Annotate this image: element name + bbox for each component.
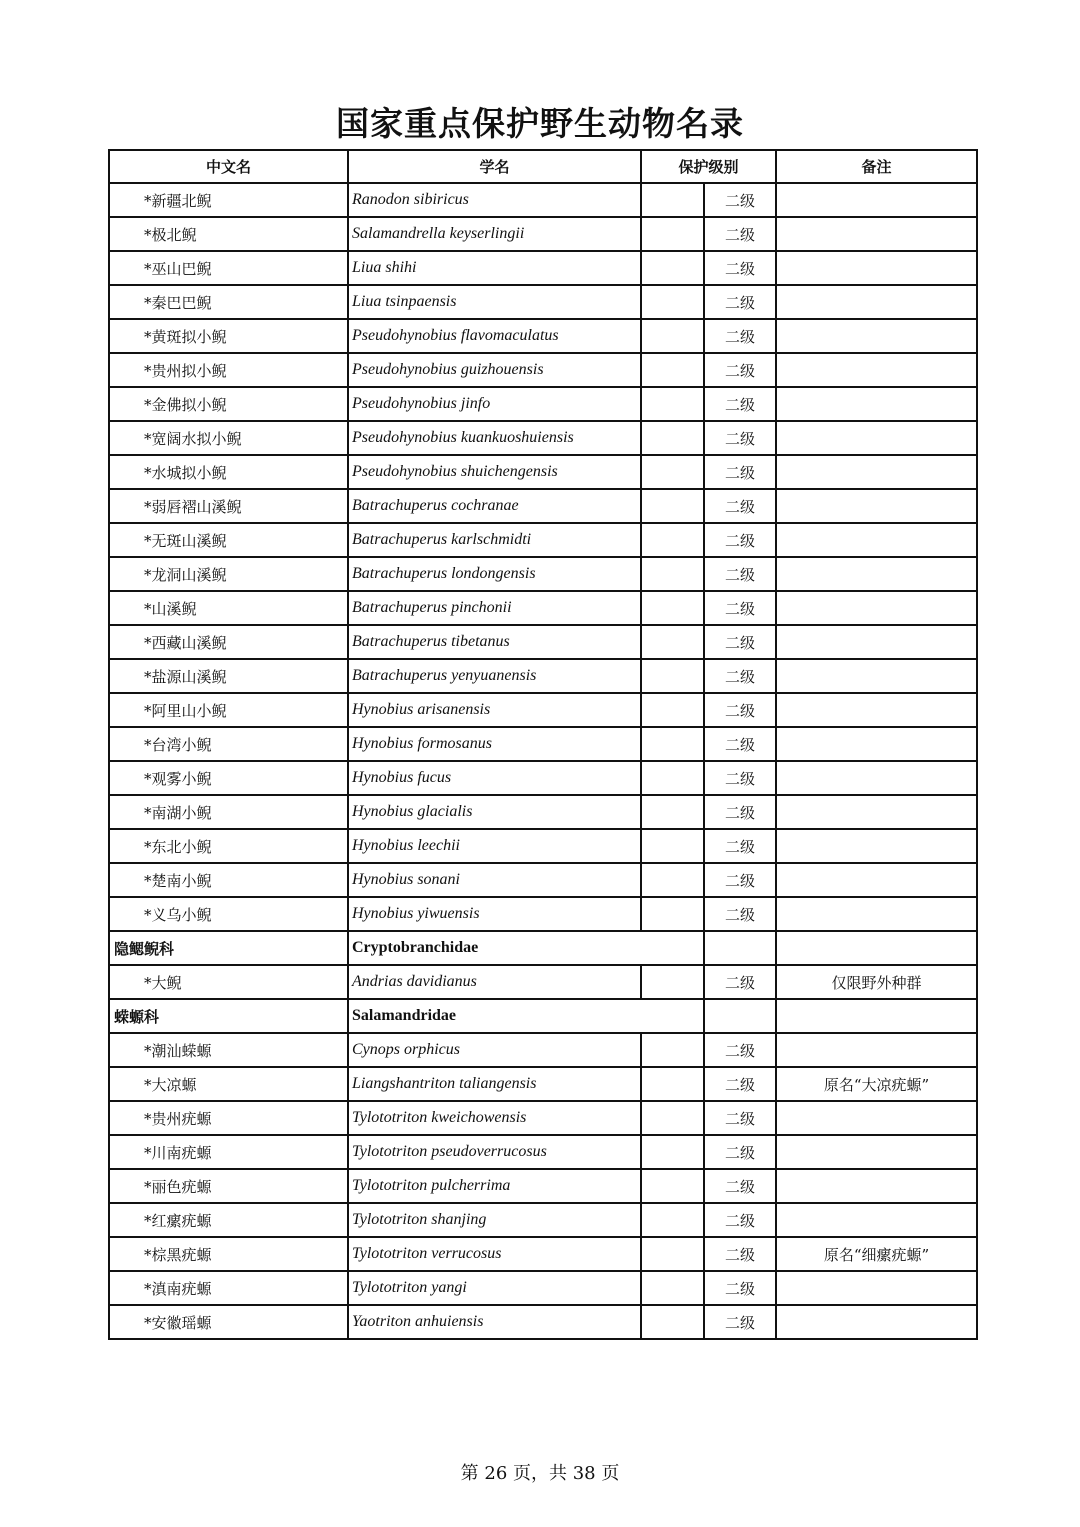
blank-cell (641, 183, 704, 217)
remarks-cell: 原名“细瘰疣螈” (776, 1237, 977, 1271)
scientific-name-cell: Salamandridae (348, 999, 704, 1033)
table-row (109, 1237, 977, 1271)
blank-cell (641, 319, 704, 353)
table-row (109, 557, 977, 591)
blank-cell (641, 1237, 704, 1271)
remarks-cell (776, 1135, 977, 1169)
scientific-name-cell: Tylototriton pseudoverrucosus (348, 1135, 641, 1169)
remarks-cell (776, 285, 977, 319)
protection-level-cell: 二级 (704, 421, 776, 455)
blank-cell (641, 455, 704, 489)
table-row (109, 319, 977, 353)
chinese-name-cell: *贵州拟小鲵 (109, 353, 348, 387)
header-chinese-name: 中文名 (109, 150, 348, 183)
chinese-name-cell: *大鲵 (109, 965, 348, 999)
scientific-name-cell: Tylototriton shanjing (348, 1203, 641, 1237)
chinese-name-cell: *无斑山溪鲵 (109, 523, 348, 557)
scientific-name-cell: Pseudohynobius flavomaculatus (348, 319, 641, 353)
remarks-cell: 仅限野外种群 (776, 965, 977, 999)
chinese-name-cell: *潮汕蝾螈 (109, 1033, 348, 1067)
blank-cell (641, 1203, 704, 1237)
scientific-name-cell: Batrachuperus cochranae (348, 489, 641, 523)
table-row (109, 897, 977, 931)
scientific-name-cell: Andrias davidianus (348, 965, 641, 999)
table-row (109, 863, 977, 897)
blank-cell (641, 829, 704, 863)
protection-level-cell: 二级 (704, 625, 776, 659)
scientific-name-cell: Tylototriton yangi (348, 1271, 641, 1305)
protection-level-cell: 二级 (704, 285, 776, 319)
header-protection-level: 保护级别 (641, 150, 776, 183)
protection-level-cell: 二级 (704, 795, 776, 829)
protection-level-cell: 二级 (704, 387, 776, 421)
chinese-name-cell: *新疆北鲵 (109, 183, 348, 217)
remarks-cell (776, 353, 977, 387)
blank-cell (641, 557, 704, 591)
remarks-cell (776, 693, 977, 727)
scientific-name-cell: Cynops orphicus (348, 1033, 641, 1067)
blank-cell (641, 285, 704, 319)
blank-cell (641, 1135, 704, 1169)
table-row (109, 795, 977, 829)
chinese-name-cell: *棕黑疣螈 (109, 1237, 348, 1271)
chinese-name-cell: *红瘰疣螈 (109, 1203, 348, 1237)
remarks-cell (776, 761, 977, 795)
protection-level-cell: 二级 (704, 1067, 776, 1101)
remarks-cell (776, 319, 977, 353)
scientific-name-cell: Yaotriton anhuiensis (348, 1305, 641, 1339)
remarks-cell (776, 455, 977, 489)
table-row (109, 1067, 977, 1101)
table-row (109, 489, 977, 523)
family-row (109, 931, 977, 965)
protection-level-cell: 二级 (704, 727, 776, 761)
table-row (109, 693, 977, 727)
protection-level-cell: 二级 (704, 897, 776, 931)
scientific-name-cell: Pseudohynobius jinfo (348, 387, 641, 421)
chinese-name-cell: *东北小鲵 (109, 829, 348, 863)
table-row (109, 591, 977, 625)
scientific-name-cell: Batrachuperus pinchonii (348, 591, 641, 625)
scientific-name-cell: Hynobius leechii (348, 829, 641, 863)
blank-cell (641, 591, 704, 625)
protection-level-cell: 二级 (704, 1135, 776, 1169)
blank-cell (641, 897, 704, 931)
protection-level-cell: 二级 (704, 251, 776, 285)
scientific-name-cell: Salamandrella keyserlingii (348, 217, 641, 251)
chinese-name-cell: *滇南疣螈 (109, 1271, 348, 1305)
chinese-name-cell: *阿里山小鲵 (109, 693, 348, 727)
scientific-name-cell: Liua tsinpaensis (348, 285, 641, 319)
protection-level-cell: 二级 (704, 1101, 776, 1135)
remarks-cell (776, 659, 977, 693)
protection-level-cell: 二级 (704, 829, 776, 863)
chinese-name-cell: *安徽瑶螈 (109, 1305, 348, 1339)
protection-level-cell: 二级 (704, 863, 776, 897)
table-row (109, 1101, 977, 1135)
protection-level-cell: 二级 (704, 1033, 776, 1067)
table-body (109, 183, 977, 1339)
protection-level-cell: 二级 (704, 659, 776, 693)
scientific-name-cell: Batrachuperus tibetanus (348, 625, 641, 659)
protection-level-cell: 二级 (704, 1203, 776, 1237)
remarks-cell: 原名“大凉疣螈” (776, 1067, 977, 1101)
table-row (109, 353, 977, 387)
remarks-cell (776, 523, 977, 557)
blank-cell (641, 1033, 704, 1067)
blank-cell (641, 625, 704, 659)
protection-level-cell (704, 999, 776, 1033)
chinese-name-cell: *巫山巴鲵 (109, 251, 348, 285)
remarks-cell (776, 387, 977, 421)
protection-level-cell: 二级 (704, 1305, 776, 1339)
chinese-name-cell: *义乌小鲵 (109, 897, 348, 931)
blank-cell (641, 965, 704, 999)
protection-level-cell: 二级 (704, 319, 776, 353)
protection-level-cell: 二级 (704, 1271, 776, 1305)
table-row (109, 727, 977, 761)
chinese-name-cell: *极北鲵 (109, 217, 348, 251)
blank-cell (641, 1169, 704, 1203)
protection-level-cell: 二级 (704, 455, 776, 489)
chinese-name-cell: 蝾螈科 (109, 999, 348, 1033)
blank-cell (641, 217, 704, 251)
scientific-name-cell: Pseudohynobius shuichengensis (348, 455, 641, 489)
protection-level-cell: 二级 (704, 523, 776, 557)
table-row (109, 1271, 977, 1305)
blank-cell (641, 1067, 704, 1101)
table-row (109, 1169, 977, 1203)
table-row (109, 523, 977, 557)
chinese-name-cell: *楚南小鲵 (109, 863, 348, 897)
scientific-name-cell: Pseudohynobius kuankuoshuiensis (348, 421, 641, 455)
table-row (109, 1203, 977, 1237)
scientific-name-cell: Batrachuperus londongensis (348, 557, 641, 591)
blank-cell (641, 761, 704, 795)
scientific-name-cell: Hynobius sonani (348, 863, 641, 897)
scientific-name-cell: Hynobius glacialis (348, 795, 641, 829)
chinese-name-cell: *弱唇褶山溪鲵 (109, 489, 348, 523)
chinese-name-cell: *金佛拟小鲵 (109, 387, 348, 421)
scientific-name-cell: Liua shihi (348, 251, 641, 285)
remarks-cell (776, 795, 977, 829)
protection-level-cell: 二级 (704, 217, 776, 251)
table-row (109, 659, 977, 693)
chinese-name-cell: *台湾小鲵 (109, 727, 348, 761)
scientific-name-cell: Hynobius fucus (348, 761, 641, 795)
protection-level-cell: 二级 (704, 557, 776, 591)
blank-cell (641, 1271, 704, 1305)
scientific-name-cell: Batrachuperus karlschmidti (348, 523, 641, 557)
protection-level-cell: 二级 (704, 693, 776, 727)
protection-level-cell: 二级 (704, 1169, 776, 1203)
protection-level-cell: 二级 (704, 591, 776, 625)
blank-cell (641, 353, 704, 387)
scientific-name-cell: Hynobius arisanensis (348, 693, 641, 727)
chinese-name-cell: *大凉螈 (109, 1067, 348, 1101)
table-row (109, 829, 977, 863)
blank-cell (641, 795, 704, 829)
scientific-name-cell: Tylototriton kweichowensis (348, 1101, 641, 1135)
table-row (109, 1305, 977, 1339)
species-table (108, 149, 978, 1340)
chinese-name-cell: 隐鳃鲵科 (109, 931, 348, 965)
chinese-name-cell: *龙洞山溪鲵 (109, 557, 348, 591)
remarks-cell (776, 1305, 977, 1339)
remarks-cell (776, 1203, 977, 1237)
chinese-name-cell: *山溪鲵 (109, 591, 348, 625)
blank-cell (641, 523, 704, 557)
remarks-cell (776, 557, 977, 591)
chinese-name-cell: *川南疣螈 (109, 1135, 348, 1169)
remarks-cell (776, 183, 977, 217)
scientific-name-cell: Tylototriton pulcherrima (348, 1169, 641, 1203)
remarks-cell (776, 625, 977, 659)
scientific-name-cell: Batrachuperus yenyuanensis (348, 659, 641, 693)
table-row (109, 217, 977, 251)
blank-cell (641, 421, 704, 455)
protection-level-cell: 二级 (704, 761, 776, 795)
scientific-name-cell: Ranodon sibiricus (348, 183, 641, 217)
blank-cell (641, 387, 704, 421)
chinese-name-cell: *水城拟小鲵 (109, 455, 348, 489)
protection-level-cell (704, 931, 776, 965)
remarks-cell (776, 217, 977, 251)
remarks-cell (776, 489, 977, 523)
remarks-cell (776, 829, 977, 863)
remarks-cell (776, 727, 977, 761)
scientific-name-cell: Hynobius formosanus (348, 727, 641, 761)
remarks-cell (776, 251, 977, 285)
remarks-cell (776, 999, 977, 1033)
scientific-name-cell: Cryptobranchidae (348, 931, 704, 965)
table-row (109, 1033, 977, 1067)
remarks-cell (776, 421, 977, 455)
table-row (109, 251, 977, 285)
chinese-name-cell: *西藏山溪鲵 (109, 625, 348, 659)
scientific-name-cell: Tylototriton verrucosus (348, 1237, 641, 1271)
chinese-name-cell: *秦巴巴鲵 (109, 285, 348, 319)
chinese-name-cell: *宽阔水拟小鲵 (109, 421, 348, 455)
table-row (109, 421, 977, 455)
protection-level-cell: 二级 (704, 183, 776, 217)
scientific-name-cell: Pseudohynobius guizhouensis (348, 353, 641, 387)
protection-level-cell: 二级 (704, 965, 776, 999)
protection-level-cell: 二级 (704, 353, 776, 387)
table-row (109, 625, 977, 659)
table-row (109, 965, 977, 999)
remarks-cell (776, 897, 977, 931)
protection-level-cell: 二级 (704, 489, 776, 523)
table-row (109, 1135, 977, 1169)
chinese-name-cell: *贵州疣螈 (109, 1101, 348, 1135)
table-row (109, 761, 977, 795)
chinese-name-cell: *黄斑拟小鲵 (109, 319, 348, 353)
table-row (109, 285, 977, 319)
remarks-cell (776, 591, 977, 625)
chinese-name-cell: *观雾小鲵 (109, 761, 348, 795)
chinese-name-cell: *南湖小鲵 (109, 795, 348, 829)
remarks-cell (776, 1169, 977, 1203)
page-number: 第 26 页，共 38 页 (460, 1463, 620, 1484)
page-title: 国家重点保护野生动物名录 (336, 104, 744, 143)
table-row (109, 387, 977, 421)
header-remarks: 备注 (776, 150, 977, 183)
scientific-name-cell: Liangshantriton taliangensis (348, 1067, 641, 1101)
remarks-cell (776, 1033, 977, 1067)
blank-cell (641, 1305, 704, 1339)
blank-cell (641, 251, 704, 285)
chinese-name-cell: *丽色疣螈 (109, 1169, 348, 1203)
table-header-row (109, 150, 977, 183)
table-row (109, 455, 977, 489)
scientific-name-cell: Hynobius yiwuensis (348, 897, 641, 931)
family-row (109, 999, 977, 1033)
blank-cell (641, 659, 704, 693)
blank-cell (641, 489, 704, 523)
remarks-cell (776, 1271, 977, 1305)
table-row (109, 183, 977, 217)
remarks-cell (776, 1101, 977, 1135)
blank-cell (641, 693, 704, 727)
remarks-cell (776, 931, 977, 965)
header-scientific-name: 学名 (348, 150, 641, 183)
blank-cell (641, 863, 704, 897)
blank-cell (641, 727, 704, 761)
chinese-name-cell: *盐源山溪鲵 (109, 659, 348, 693)
remarks-cell (776, 863, 977, 897)
blank-cell (641, 1101, 704, 1135)
protection-level-cell: 二级 (704, 1237, 776, 1271)
